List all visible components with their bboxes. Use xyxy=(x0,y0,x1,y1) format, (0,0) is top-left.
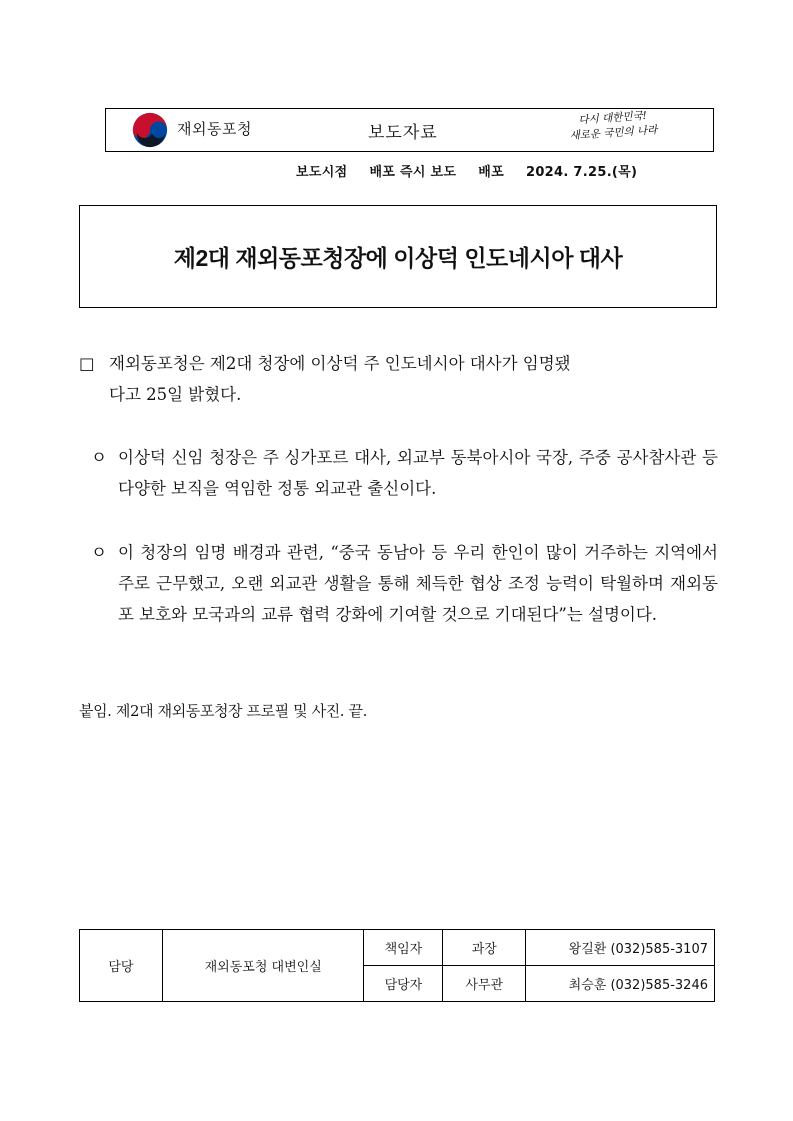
title-box xyxy=(79,205,717,308)
circle-bullet-icon: ㅇ xyxy=(91,448,107,467)
main-paragraph-line-2: 다고 25일 밝혔다. xyxy=(109,385,242,404)
background-text: 이 청장의 임명 배경과 관련, “중국 동남아 등 우리 한인이 많이 거주하는 지역에서 주로 근무했고, 오랜 외교관 생활을 통해 체득한 협상 조정 능력이 탁월하며 재외동포 보호와 모국과의 교류 협력 강화에 기여할 것으로 기대된다”는 설명이다. xyxy=(118,543,718,624)
release-date-label: 배포 xyxy=(478,165,504,180)
release-info xyxy=(296,161,637,180)
circle-bullet-icon: ㅇ xyxy=(91,543,107,562)
release-time-value: 배포 즉시 보도 xyxy=(369,165,457,180)
contact-role: 책임자 xyxy=(364,930,443,966)
document-type: 보도자료 xyxy=(368,123,438,143)
square-bullet-icon: □ xyxy=(79,354,95,373)
career-text: 이상덕 신임 청장은 주 싱가포르 대사, 외교부 동북아시아 국장, 주중 공사참사관 등 다양한 보직을 역임한 정통 외교관 출신이다. xyxy=(118,448,718,498)
government-emblem-icon xyxy=(131,111,169,149)
slogan-line-2: 새로운 국민의 나라 xyxy=(569,124,658,143)
contact-name-phone: 최승훈 (032)585-3246 xyxy=(526,966,715,1002)
page-title: 제2대 재외동포청장에 이상덕 인도네시아 대사 xyxy=(173,245,623,271)
contact-table xyxy=(79,929,715,1002)
attachment-note: 붙임. 제2대 재외동포청장 프로필 및 사진. 끝. xyxy=(79,702,367,720)
contact-title: 사무관 xyxy=(443,966,526,1002)
contact-title: 과장 xyxy=(443,930,526,966)
main-paragraph xyxy=(79,348,719,410)
slogan-line-1: 다시 대한민국! xyxy=(578,109,648,127)
main-paragraph-line-1: 재외동포청은 제2대 청장에 이상덕 주 인도네시아 대사가 임명됐 xyxy=(109,354,571,373)
contact-name-phone: 왕길환 (032)585-3107 xyxy=(526,930,715,966)
bullet-paragraph-career xyxy=(91,442,718,504)
release-date-value: 2024. 7.25.(목) xyxy=(525,165,638,180)
contact-label: 담당 xyxy=(80,930,163,1002)
agency-name: 재외동포청 xyxy=(177,120,252,138)
bullet-paragraph-background xyxy=(91,537,718,630)
contact-role: 담당자 xyxy=(364,966,443,1002)
release-time-label: 보도시점 xyxy=(296,165,348,180)
contact-department: 재외동포청 대변인실 xyxy=(162,930,364,1002)
